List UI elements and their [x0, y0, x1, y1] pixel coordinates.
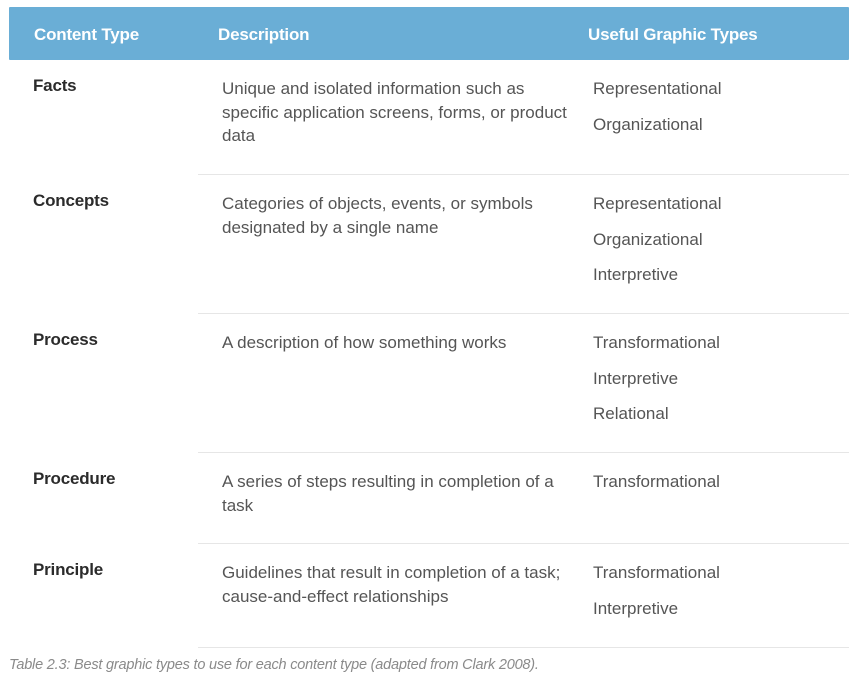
table-row — [9, 60, 849, 175]
graphic-type: Organizational — [593, 229, 703, 249]
header-description: Description — [218, 25, 310, 44]
graphic-type: Organizational — [593, 114, 703, 134]
row-description: Categories of objects, events, or symbols designated by a single name — [222, 194, 533, 237]
row-content-type: Principle — [33, 560, 104, 579]
table-row — [9, 453, 849, 544]
row-graphic-types — [593, 192, 722, 299]
row-graphic-types — [593, 561, 720, 632]
row-content-type: Procedure — [33, 469, 116, 488]
graphic-type: Interpretive — [593, 598, 679, 618]
table-row — [9, 314, 849, 453]
row-graphic-types — [593, 77, 722, 148]
graphic-type: Representational — [593, 79, 722, 98]
table-header — [9, 7, 849, 60]
table-row — [9, 175, 849, 314]
table-caption: Table 2.3: Best graphic types to use for each content type (adapted from Clark 2008). — [9, 657, 539, 673]
graphic-type: Transformational — [593, 563, 720, 582]
header-content-type: Content Type — [34, 25, 139, 44]
row-content-type: Process — [33, 330, 98, 349]
graphic-type: Representational — [593, 194, 722, 213]
row-graphic-types — [593, 470, 720, 506]
row-graphic-types — [593, 331, 720, 438]
graphic-type: Interpretive — [593, 368, 679, 388]
graphic-type: Relational — [593, 404, 669, 423]
graphic-type: Transformational — [593, 333, 720, 352]
row-divider — [198, 647, 849, 648]
row-description: Guidelines that result in completion of a task; cause-and-effect relationships — [222, 563, 561, 606]
row-content-type: Facts — [33, 76, 77, 95]
content-type-table — [9, 7, 849, 648]
row-description: Unique and isolated information such as specific application screens, forms, or product data — [222, 79, 567, 145]
table-row — [9, 544, 849, 648]
row-content-type: Concepts — [33, 191, 109, 210]
graphic-type: Interpretive — [593, 265, 679, 284]
row-description: A description of how something works — [222, 333, 507, 352]
header-graphic-types: Useful Graphic Types — [588, 25, 758, 44]
graphic-type: Transformational — [593, 472, 720, 491]
row-description: A series of steps resulting in completion of a task — [222, 472, 554, 515]
